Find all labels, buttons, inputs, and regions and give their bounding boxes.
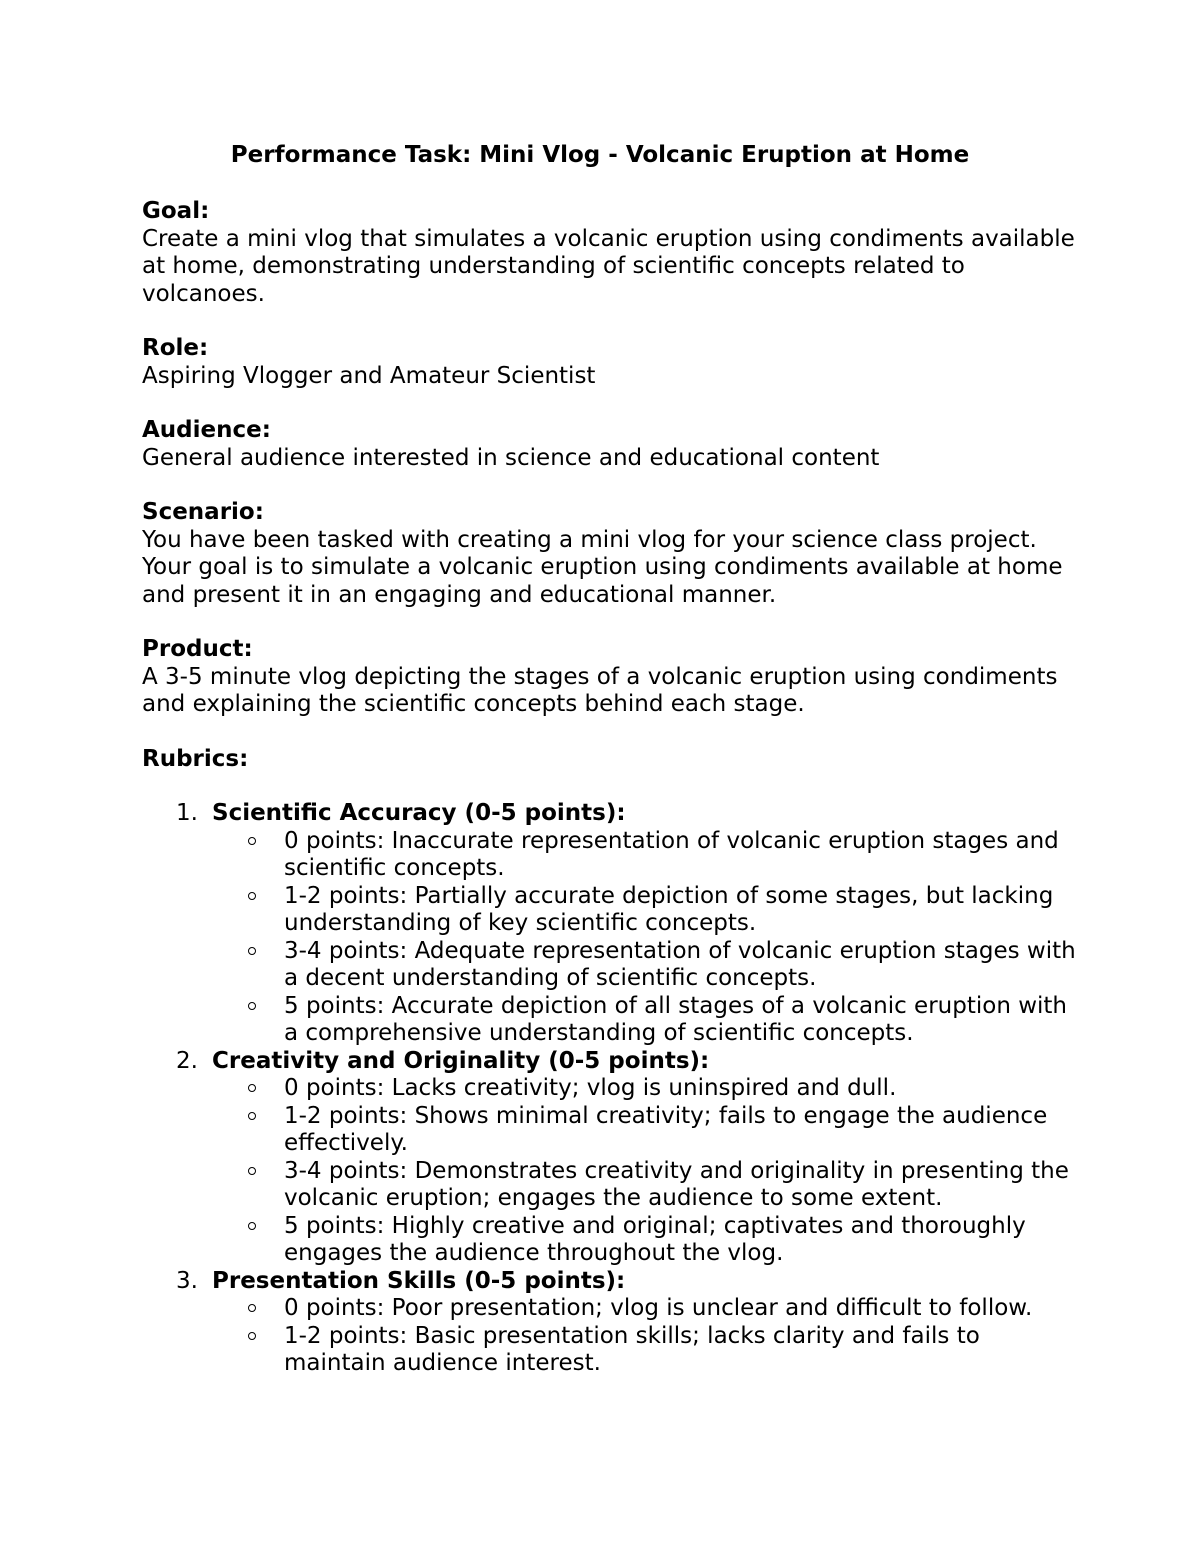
level-item xyxy=(212,883,1082,938)
level-item xyxy=(212,1323,1082,1378)
circle-bullet-icon xyxy=(248,947,256,955)
circle-bullet-icon xyxy=(248,892,256,900)
criterion-number: 1. xyxy=(176,800,198,826)
level-text: 0 points: Inaccurate representation of volcanic eruption stages and scientific concepts. xyxy=(284,827,1059,881)
criterion-title: Creativity and Originality (0-5 points): xyxy=(212,1047,710,1074)
circle-bullet-icon xyxy=(248,837,256,845)
circle-bullet-icon xyxy=(248,1304,256,1312)
level-text: 3-4 points: Demonstrates creativity and originality in presenting the volcanic eruption; engages the audience to some extent. xyxy=(284,1157,1069,1211)
section-text: A 3-5 minute vlog depicting the stages of a volcanic eruption using condiments and explaining the scientific concepts behind each stage. xyxy=(142,663,1058,717)
level-text: 0 points: Lacks creativity; vlog is uninspired and dull. xyxy=(284,1075,897,1101)
document-title: Performance Task: Mini Vlog - Volcanic Eruption at Home xyxy=(230,142,970,168)
section-goal xyxy=(142,198,1082,308)
section-role xyxy=(142,335,1082,390)
circle-bullet-icon xyxy=(248,1002,256,1010)
section-heading: Scenario: xyxy=(142,499,264,525)
rubric-criterion xyxy=(142,800,1082,1048)
level-item xyxy=(212,1295,1082,1323)
section-heading: Goal: xyxy=(142,198,210,224)
circle-bullet-icon xyxy=(248,1167,256,1175)
level-item xyxy=(212,993,1082,1048)
section-scenario xyxy=(142,499,1082,609)
rubric-criterion xyxy=(142,1268,1082,1378)
level-item xyxy=(212,938,1082,993)
criterion-title: Presentation Skills (0-5 points): xyxy=(212,1267,626,1294)
section-audience xyxy=(142,417,1082,472)
level-text: 3-4 points: Adequate representation of volcanic eruption stages with a decent understanding of scientific concepts. xyxy=(284,937,1076,991)
section-heading: Product: xyxy=(142,636,253,662)
level-text: 1-2 points: Partially accurate depiction of some stages, but lacking understanding of key scientific concepts. xyxy=(284,882,1054,936)
level-item xyxy=(212,1158,1082,1213)
criterion-number: 2. xyxy=(176,1047,198,1074)
circle-bullet-icon xyxy=(248,1084,256,1092)
level-text: 0 points: Poor presentation; vlog is unclear and difficult to follow. xyxy=(284,1295,1033,1321)
criterion-levels xyxy=(212,1075,1082,1268)
section-text: You have been tasked with creating a mini vlog for your science class project. Your goal is to simulate a volcanic eruption using condiments available at home and present it in an engaging and educational manner. xyxy=(142,526,1063,608)
rubric-criteria-list xyxy=(142,800,1082,1378)
circle-bullet-icon xyxy=(248,1112,256,1120)
section-text: Create a mini vlog that simulates a volcanic eruption using condiments available at home, demonstrating understanding of scientific concepts related to volcanoes. xyxy=(142,225,1075,307)
criterion-levels xyxy=(212,1295,1082,1378)
section-product xyxy=(142,636,1082,719)
section-heading: Role: xyxy=(142,335,209,361)
level-item xyxy=(212,1103,1082,1158)
level-item xyxy=(212,1075,1082,1103)
circle-bullet-icon xyxy=(248,1332,256,1340)
level-text: 1-2 points: Shows minimal creativity; fails to engage the audience effectively. xyxy=(284,1102,1048,1156)
level-item xyxy=(212,1213,1082,1268)
criterion-title: Scientific Accuracy (0-5 points): xyxy=(212,800,626,826)
rubrics-heading: Rubrics: xyxy=(142,745,249,772)
level-text: 5 points: Accurate depiction of all stages of a volcanic eruption with a comprehensive understanding of scientific concepts. xyxy=(284,992,1067,1046)
document-page xyxy=(142,138,1082,1378)
level-text: 5 points: Highly creative and original; captivates and thoroughly engages the audience throughout the vlog. xyxy=(284,1212,1026,1266)
rubric-criterion xyxy=(142,1048,1082,1268)
level-text: 1-2 points: Basic presentation skills; lacks clarity and fails to maintain audience interest. xyxy=(284,1322,980,1376)
section-heading: Audience: xyxy=(142,417,271,443)
level-item xyxy=(212,828,1082,883)
criterion-number: 3. xyxy=(176,1267,198,1294)
criterion-levels xyxy=(212,828,1082,1048)
section-text: General audience interested in science and educational content xyxy=(142,444,880,471)
section-text: Aspiring Vlogger and Amateur Scientist xyxy=(142,362,596,389)
circle-bullet-icon xyxy=(248,1222,256,1230)
